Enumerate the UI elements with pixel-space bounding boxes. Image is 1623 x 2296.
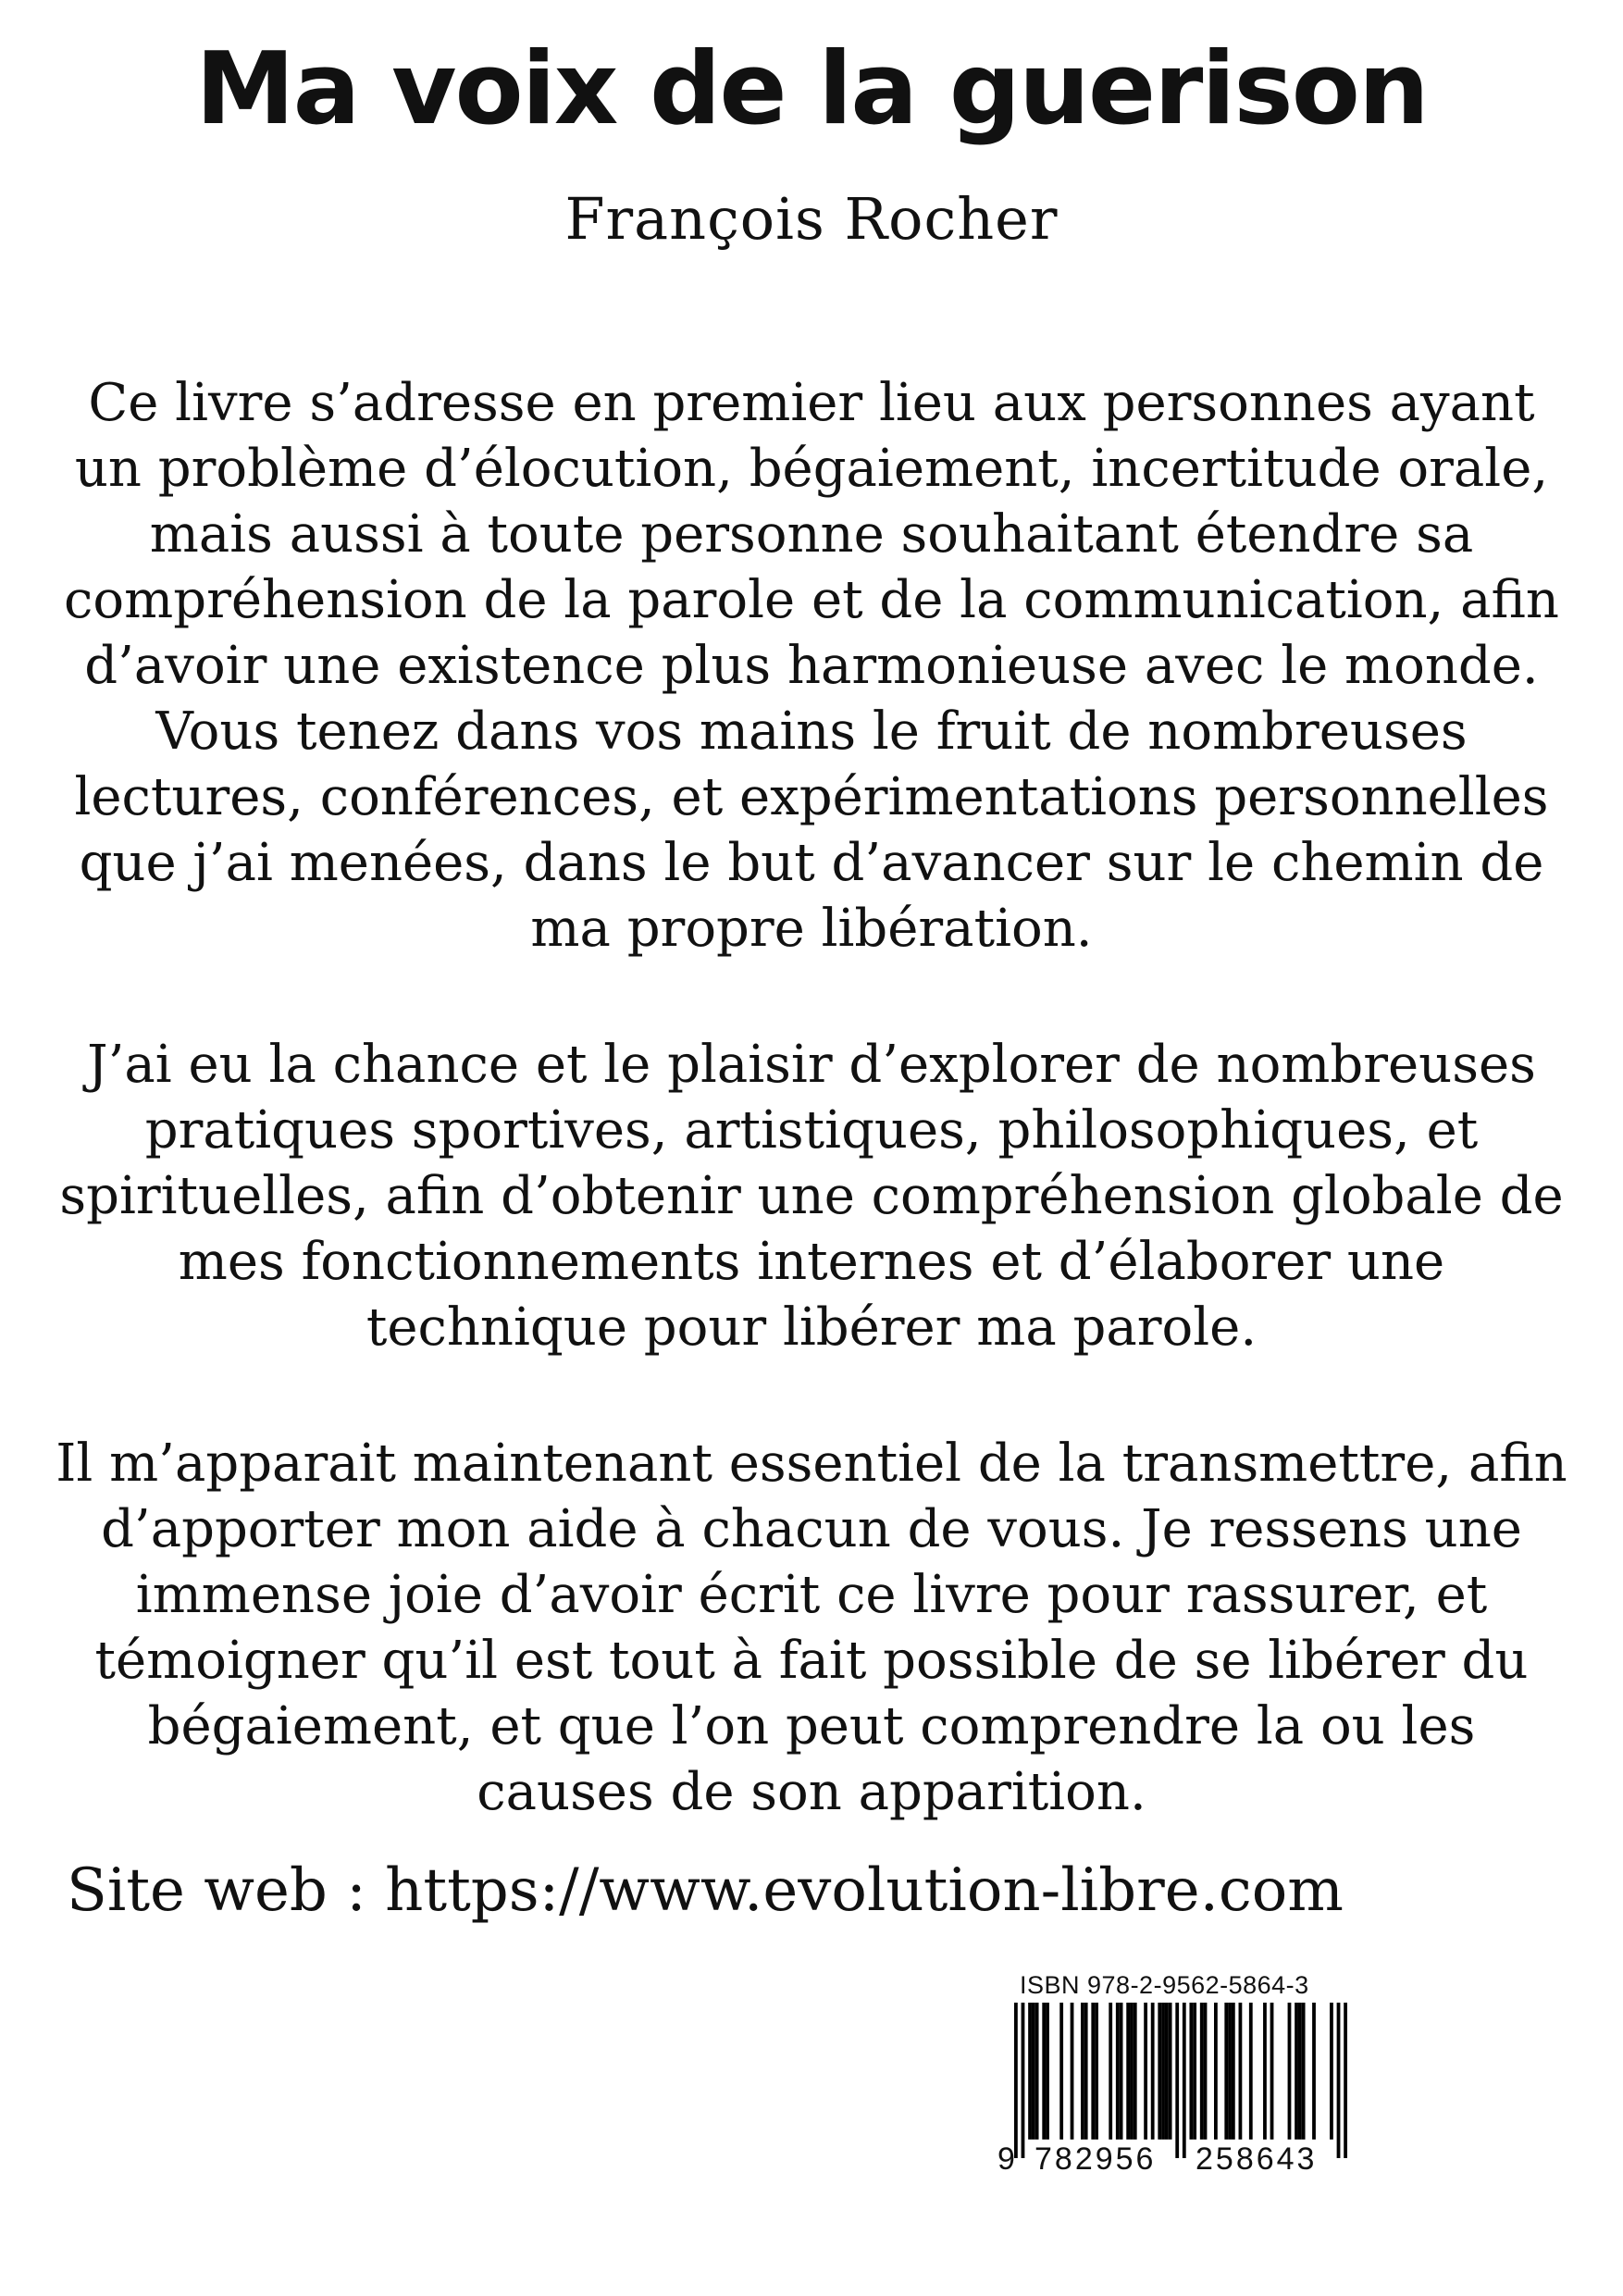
isbn-label: ISBN 978-2-9562-5864-3 — [1020, 1971, 1309, 1999]
barcode-bar — [1344, 2003, 1347, 2158]
barcode-bar — [1165, 2003, 1169, 2140]
barcode-bar — [1312, 2003, 1316, 2140]
barcode-bar — [1232, 2003, 1235, 2140]
barcode-bar — [1330, 2003, 1333, 2140]
website-line: Site web : https://www.evolution-libre.com — [67, 1856, 1344, 1925]
barcode-bar — [1295, 2003, 1298, 2140]
barcode-bar — [1130, 2003, 1134, 2140]
barcode-bar — [1193, 2003, 1196, 2140]
barcode-bar — [1059, 2003, 1063, 2140]
barcode-bar — [1200, 2003, 1204, 2140]
barcode-bar — [1298, 2003, 1302, 2140]
author-name: François Rocher — [564, 185, 1059, 253]
barcode-bar — [1134, 2003, 1137, 2140]
barcode-bar — [1337, 2003, 1341, 2158]
barcode-bar — [1214, 2003, 1218, 2140]
barcode-bar — [1302, 2003, 1306, 2140]
barcode-bar — [1126, 2003, 1130, 2140]
barcode-bar — [1095, 2003, 1098, 2140]
blurb-paragraph: Ce livre s’adresse en premier lieu aux personnes ayant un problème d’élocution, bégaiement, incertitude orale, mais aussi à toute personne souhaitant étendre sa compréhension de la parole et de la communication, afin d’avoir une existence plus harmonieuse avec le monde. Vous tenez dans vos mains le fruit de nombreuses lectures, conférences, et expérimentations personnelles que j’ai menées, dans le but d’avancer sur le chemin de ma propre libération. — [64, 373, 1559, 959]
barcode-bar — [1028, 2003, 1032, 2140]
barcode-bar — [1204, 2003, 1208, 2140]
barcode-bar — [1228, 2003, 1232, 2140]
book-title: Ma voix de la guerison — [195, 31, 1428, 147]
barcode-bar — [1014, 2003, 1018, 2158]
blurb-paragraph: Il m’apparait maintenant essentiel de la transmettre, afin d’apporter mon aide à chacun de vous. Je ressens une immense joie d’avoir écrit ce livre pour rassurer, et témoigner qu’il est tout à fait possible de se libérer du bégaiement, et que l’on peut comprendre la ou les causes de son apparition. — [56, 1433, 1567, 1822]
barcode-bar — [1081, 2003, 1084, 2140]
barcode-bar — [1035, 2003, 1039, 2140]
barcode-bar — [1022, 2003, 1025, 2158]
barcode-bar — [1144, 2003, 1147, 2140]
barcode-bar — [1288, 2003, 1292, 2140]
barcode-bar — [1224, 2003, 1228, 2140]
barcode-bar — [1270, 2003, 1274, 2140]
barcode-bar — [1189, 2003, 1193, 2140]
barcode-bar — [1158, 2003, 1161, 2140]
barcode-bar — [1249, 2003, 1253, 2140]
barcode-bar — [1109, 2003, 1112, 2140]
barcode-bar — [1084, 2003, 1088, 2140]
barcode-bar — [1046, 2003, 1049, 2140]
isbn-barcode — [997, 1971, 1364, 2184]
barcode-bars — [1014, 2003, 1347, 2158]
barcode-bar — [1263, 2003, 1267, 2140]
barcode-bar — [1042, 2003, 1046, 2140]
barcode-bar — [1169, 2003, 1172, 2140]
barcode-bar — [1116, 2003, 1120, 2140]
barcode-bar — [1239, 2003, 1243, 2140]
barcode-first-digit: 9 — [997, 2141, 1018, 2177]
barcode-bar — [1032, 2003, 1035, 2140]
barcode-bar — [1183, 2003, 1186, 2158]
barcode-bar — [1151, 2003, 1155, 2140]
barcode-bar — [1120, 2003, 1123, 2140]
barcode-bar — [1091, 2003, 1095, 2140]
back-cover-blurb — [56, 370, 1567, 1895]
barcode-bar — [1175, 2003, 1179, 2158]
barcode-right-digits: 258643 — [1196, 2141, 1318, 2177]
barcode-bar — [1071, 2003, 1074, 2140]
barcode-bar — [1161, 2003, 1165, 2140]
barcode-left-digits: 782956 — [1035, 2141, 1157, 2177]
blurb-paragraph: J’ai eu la chance et le plaisir d’explorer de nombreuses pratiques sportives, artistiques, philosophiques, et spirituelles, afin d’obtenir une compréhension globale de mes fonctionnements internes et d’élaborer une technique pour libérer ma parole. — [59, 1035, 1564, 1358]
